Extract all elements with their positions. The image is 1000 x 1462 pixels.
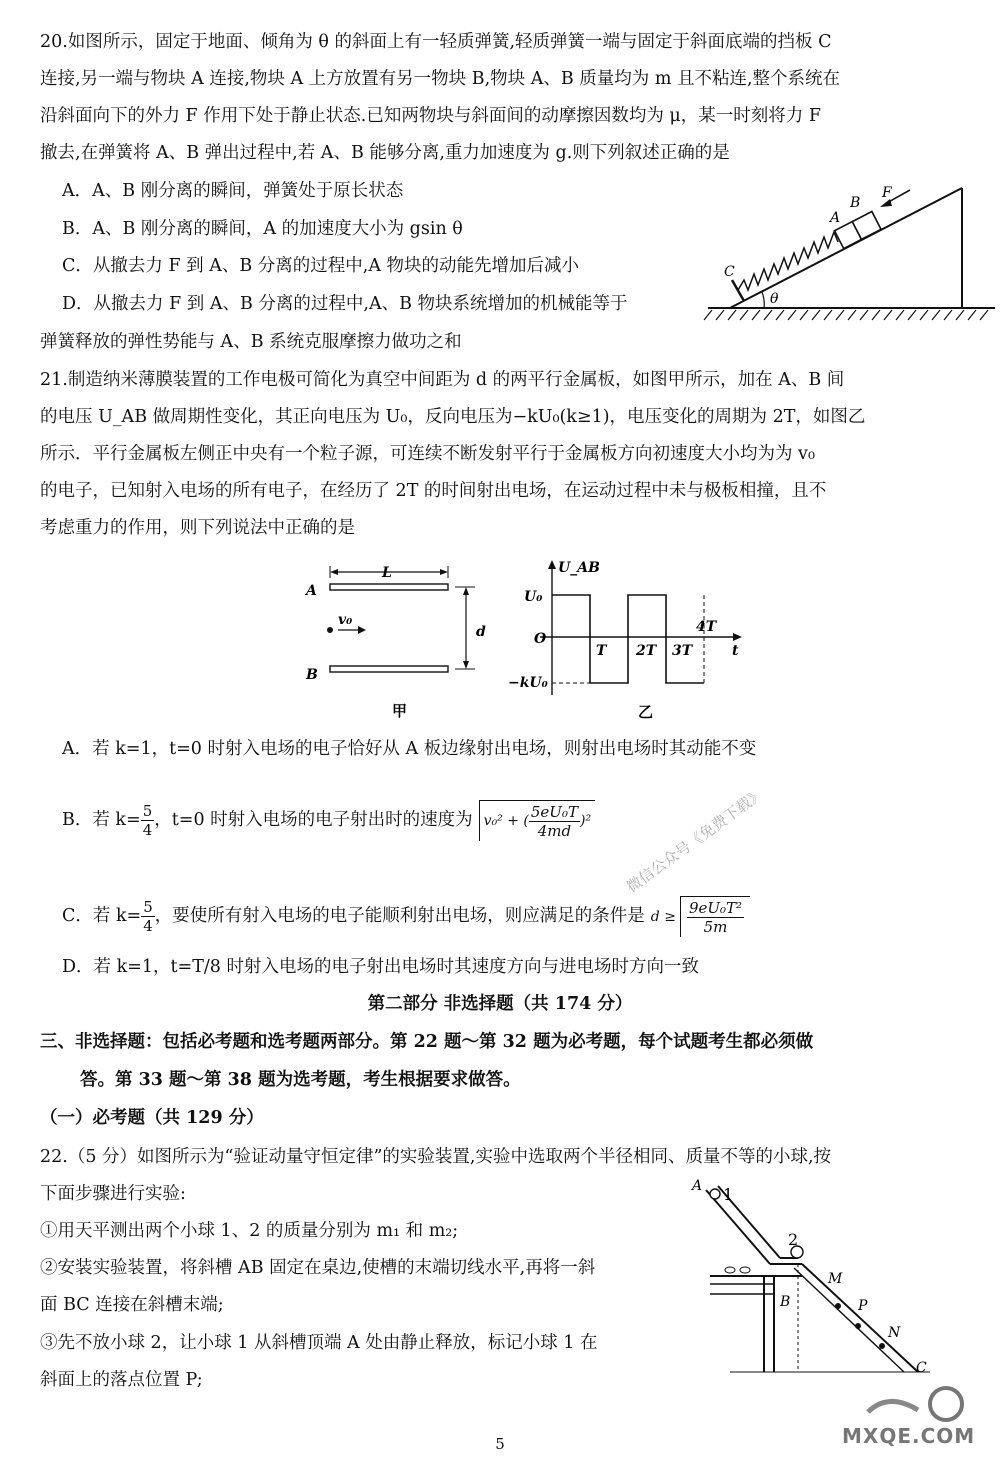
q21-stem-line-5: 考虑重力的作用，则下列说法中正确的是 — [40, 518, 355, 538]
q22-step-3-cont: 斜面上的落点位置 P; — [40, 1370, 203, 1390]
q21-option-c — [62, 896, 750, 937]
required-subtitle: （一）必考题（共 129 分） — [40, 1108, 264, 1128]
k-denominator: 4 — [142, 821, 153, 839]
q21-option-c-formula — [680, 896, 750, 937]
q21-option-c-middle: ，要使所有射入电场的电子能顺利射出电场，则应满足的条件是 — [154, 906, 645, 926]
q21-yi-t1: T — [596, 643, 607, 659]
q21-jia-caption: 甲 — [392, 702, 408, 720]
q22-label-ball-1: 1 — [723, 1185, 734, 1204]
q22-label-a: A — [692, 1178, 703, 1194]
q22-step-2: ②安装实验装置，将斜槽 AB 固定在桌边,使槽的末端切线水平,再将一斜 — [40, 1258, 596, 1278]
q22-label-m: M — [828, 1271, 843, 1287]
q20-label-c: C — [724, 264, 735, 280]
b-formula-denominator: 4md — [537, 821, 572, 840]
b-formula-numerator: 5eU₀T — [530, 802, 578, 821]
q21-option-b-k — [141, 802, 155, 839]
q21-jia-label-l: L — [382, 565, 392, 581]
q20-option-c: C．从撤去力 F 到 A、B 分离的过程中,A 物块的动能先增加后减小 — [62, 256, 580, 276]
q20-stem-line-2: 连接,另一端与物块 A 连接,物块 A 上方放置有另一物块 B,物块 A、B 质量均为 m 且不粘连,整个系统在 — [40, 69, 841, 89]
q21-option-b-prefix: B．若 k= — [62, 810, 141, 830]
q21-stem-line-4: 的电子，已知射入电场的所有电子，在经历了 2T 的时间射出电场，在运动过程中未与极板相撞，且不 — [40, 481, 827, 501]
q21-option-b — [62, 800, 595, 841]
q20-incline-figure — [700, 170, 1000, 330]
q21-option-b-middle: ，t=0 时射入电场的电子射出时的速度为 — [154, 810, 473, 830]
site-logo — [828, 1382, 978, 1452]
q22-step-2-cont: 面 BC 连接在斜槽末端; — [40, 1295, 224, 1315]
q20-option-d-cont: 弹簧释放的弹性势能与 A、B 系统克服摩擦力做功之和 — [40, 332, 462, 352]
c-formula-lhs: d ≥ — [650, 908, 676, 925]
q21-yi-origin: O — [534, 631, 547, 647]
q21-stem-line-3: 所示．平行金属板左侧正中央有一个粒子源，可连续不断发射平行于金属板方向初速度大小均为为 v₀ — [40, 444, 815, 464]
q21-option-c-k — [141, 898, 155, 935]
q22-label-b: B — [780, 1294, 791, 1310]
q22-label-c: C — [916, 1360, 927, 1376]
q21-yi-ylabel: U_AB — [558, 560, 600, 576]
part2-title: 第二部分 非选择题（共 174 分） — [367, 994, 633, 1014]
section3-line-2: 答。第 33 题～第 38 题为选考题，考生根据要求做答。 — [80, 1070, 521, 1090]
c-formula-numerator: 9eU₀T² — [688, 898, 743, 917]
q21-option-b-formula: v₀² + ( $\frac{\text{5eU₀T}}{4md}$ )² — [479, 800, 595, 841]
q20-label-b: B — [850, 195, 861, 211]
q22-label-n: N — [888, 1325, 901, 1341]
q20-stem-line-3: 沿斜面向下的外力 F 作用下处于静止状态.已知两物块与斜面间的动摩擦因数均为 μ，某一时刻将力 F — [40, 106, 821, 126]
q21-yi-t: t — [732, 643, 739, 659]
q20-option-a: A．A、B 刚分离的瞬间，弹簧处于原长状态 — [62, 181, 404, 201]
q21-stem-line-1: 21.制造纳米薄膜装置的工作电极可简化为真空中间距为 d 的两平行金属板，如图甲所示，加在 A、B 间 — [40, 370, 845, 390]
q22-step-1: ①用天平测出两个小球 1、2 的质量分别为 m₁ 和 m₂; — [40, 1221, 459, 1241]
q22-label-ball-2: 2 — [788, 1230, 799, 1249]
q22-label-p: P — [858, 1298, 868, 1314]
q21-option-c-prefix: C．若 k= — [62, 906, 142, 926]
b-formula-v: v₀² + ( — [483, 813, 529, 829]
q21-figure-jia — [300, 560, 500, 720]
page-number: 5 — [495, 1435, 505, 1453]
q20-stem-line-4: 撤去,在弹簧将 A、B 弹出过程中,若 A、B 能够分离,重力加速度为 g.则下列叙述正确的是 — [40, 143, 730, 163]
q21-option-d: D．若 k=1，t=T/8 时射入电场的电子射出电场时其速度方向与进电场时方向一致 — [62, 957, 699, 977]
q20-option-d: D．从撤去力 F 到 A、B 分离的过程中,A、B 物块系统增加的机械能等于 — [62, 294, 628, 314]
q21-yi-caption: 乙 — [638, 703, 654, 720]
k-numerator: 5 — [143, 898, 153, 916]
k-numerator: 5 — [142, 802, 153, 820]
q22-line-1: 22.（5 分）如图所示为“验证动量守恒定律”的实验装置,实验中选取两个半径相同、质量不等的小球,按 — [40, 1147, 832, 1167]
q21-yi-u0: U₀ — [524, 589, 543, 605]
q20-label-f: F — [882, 185, 892, 201]
q21-jia-label-a: A — [306, 583, 317, 599]
q21-figure-yi — [500, 555, 760, 720]
q21-yi-t3: 3T — [672, 643, 693, 659]
q20-stem-line-1: 20.如图所示，固定于地面、倾角为 θ 的斜面上有一轻质弹簧,轻质弹簧一端与固定于斜面底端的挡板 C — [40, 32, 832, 52]
q22-apparatus-figure — [690, 1172, 950, 1382]
q21-yi-t4: 4T — [696, 619, 717, 635]
section3-line-1: 三、非选择题：包括必考题和选考题两部分。第 22 题～第 32 题为必考题，每个试题考生都必须做 — [40, 1032, 814, 1052]
q22-step-3: ③先不放小球 2，让小球 1 从斜槽顶端 A 处由静止释放，标记小球 1 在 — [40, 1333, 598, 1353]
q21-yi-neg: −kU₀ — [508, 675, 548, 691]
q20-label-a: A — [830, 210, 841, 226]
q21-option-a: A．若 k=1，t=0 时射入电场的电子恰好从 A 板边缘射出电场，则射出电场时其动能不变 — [62, 739, 757, 759]
q21-stem-line-2: 的电压 U_AB 做周期性变化，其正向电压为 U₀，反向电压为−kU₀(k≥1)，电压变化的周期为 2T，如图乙 — [40, 407, 866, 427]
q20-option-b: B．A、B 刚分离的瞬间，A 的加速度大小为 gsin θ — [62, 219, 463, 239]
q22-line-2: 下面步骤进行实验: — [40, 1184, 186, 1204]
q21-jia-label-d: d — [476, 624, 486, 640]
k-denominator: 4 — [143, 917, 153, 935]
q20-label-theta: θ — [770, 291, 779, 307]
watermark: 微信公众号《免费下载》 — [623, 784, 768, 897]
q21-jia-label-v0: v₀ — [338, 612, 353, 628]
site-logo-text: MXQE.COM — [842, 1424, 976, 1448]
q21-jia-label-b: B — [306, 667, 318, 683]
c-formula-denominator: 5m — [703, 917, 728, 936]
q21-yi-t2: 2T — [636, 643, 657, 659]
